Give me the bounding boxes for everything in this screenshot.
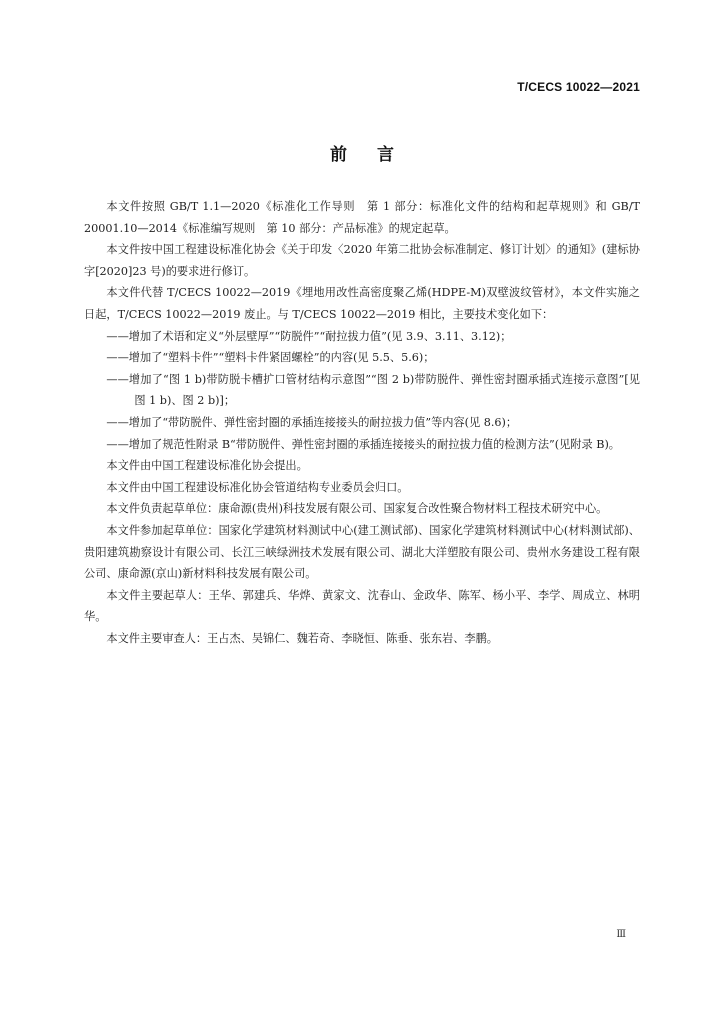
paragraph-managed-by: 本文件由中国工程建设标准化协会管道结构专业委员会归口。 xyxy=(106,480,409,494)
paragraph-supersedes: 本文件代替 T/CECS 10022—2019《埋地用改性高密度聚乙烯(HDPE-M)双壁波纹管材》，本文件实施之日起，T/CECS 10022—2019 废止。与 T/CECS 10022—2019 相比，主要技术变化如下： xyxy=(84,286,640,321)
change-item: ——增加了“塑料卡件”“塑料卡件紧固螺栓”的内容(见 5.5、5.6)； xyxy=(106,351,435,365)
foreword-body xyxy=(84,196,640,649)
paragraph-main-reviewers: 本文件主要审查人：王占杰、吴锦仁、魏若奇、李晓恒、陈垂、张东岩、李鹏。 xyxy=(106,631,498,645)
change-item: ——增加了术语和定义“外层壁厚”“防脱件”“耐拉拔力值”(见 3.9、3.11、3.12)； xyxy=(106,329,512,343)
document-code: T/CECS 10022—2021 xyxy=(517,80,640,94)
paragraph-drafting-rules: 本文件按照 GB/T 1.1—2020《标准化工作导则 第 1 部分：标准化文件的结构和起草规则》和 GB/T 20001.10—2014《标准编写规则 第 10 部分：产品标准》的规定起草。 xyxy=(84,200,640,235)
change-item: ——增加了规范性附录 B“带防脱件、弹性密封圈的承插连接接头的耐拉拔力值的检测方法”(见附录 B)。 xyxy=(106,437,620,451)
paragraph-main-drafters: 本文件主要起草人：王华、郭建兵、华烨、黄家文、沈春山、金政华、陈军、杨小平、李学、周成立、林明华。 xyxy=(84,588,640,624)
change-item: ——增加了“图 1 b)带防脱卡槽扩口管材结构示意图”“图 2 b)带防脱件、弹性密封圈承插式连接示意图”[见图 1 b)、图 2 b)]； xyxy=(106,372,640,408)
page-number: Ⅲ xyxy=(616,929,626,940)
paragraph-proposed-by: 本文件由中国工程建设标准化协会提出。 xyxy=(106,459,308,473)
paragraph-revision-notice: 本文件按中国工程建设标准化协会《关于印发〈2020 年第二批协会标准制定、修订计划〉的通知》(建标协字[2020]23 号)的要求进行修订。 xyxy=(84,243,640,278)
page-title: 前言 xyxy=(330,145,424,165)
paragraph-participating-drafters: 本文件参加起草单位：国家化学建筑材料测试中心(建工测试部)、国家化学建筑材料测试中心(材料测试部)、贵阳建筑勘察设计有限公司、长江三峡绿洲技术发展有限公司、湖北大洋塑胶有限公司、贵州水务建设工程有限公司、康命源(京山)新材料科技发展有限公司。 xyxy=(84,523,640,581)
paragraph-lead-drafter: 本文件负责起草单位：康命源(贵州)科技发展有限公司、国家复合改性聚合物材料工程技术研究中心。 xyxy=(106,502,608,516)
change-item: ——增加了“带防脱件、弹性密封圈的承插连接接头的耐拉拔力值”等内容(见 8.6)； xyxy=(106,415,518,429)
